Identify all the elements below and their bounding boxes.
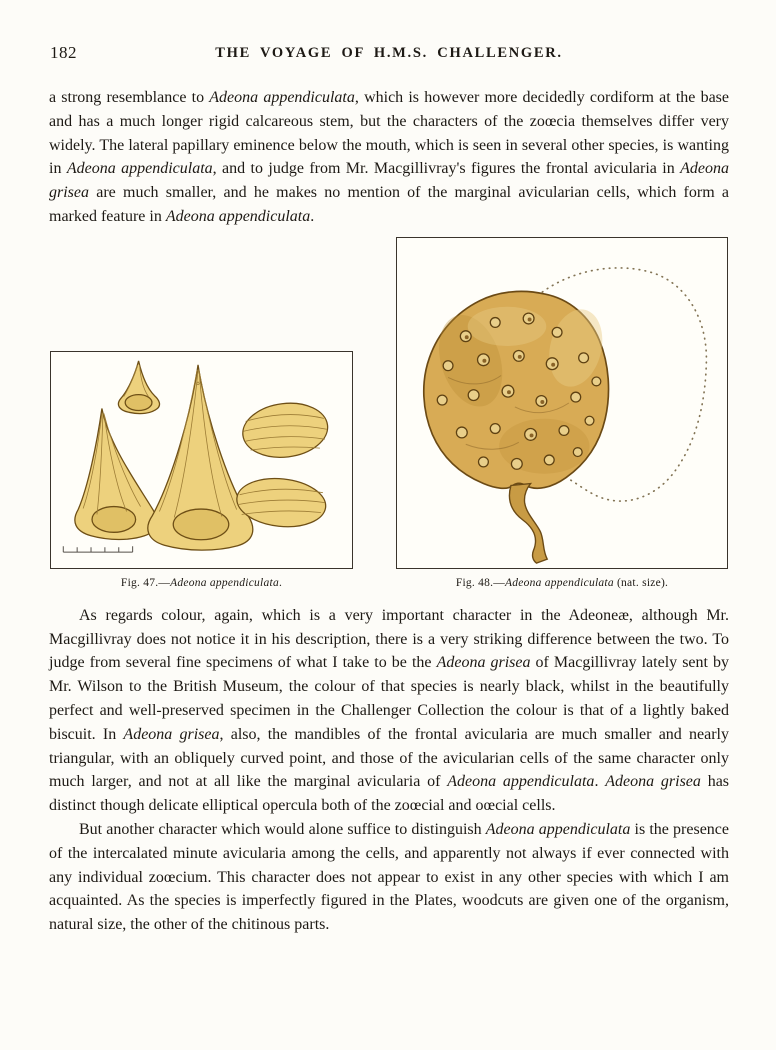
figure-47 — [50, 351, 353, 589]
paragraph-2: As regards colour, again, which is a very important character in the Adeoneæ, although Mr. Macgillivray does not notice it in his description, there is a very striking difference between the two. To judge from several fine specimens of what I take to be the Adeona grisea of Macgillivray lately sent by Mr. Wilson to the British Museum, the colour of that species is nearly black, whilst in the beautifully perfect and well-preserved specimen in the Challenger Collection the colour is that of a lightly baked biscuit. In Adeona grisea, also, the mandibles of the frontal avicularia are much smaller and nearly triangular, with an obliquely curved point, and those of the avicularian cells of the same character only much larger, and not at all like the marginal avicularia of Adeona appendiculata. Adeona grisea has distinct though delicate elliptical opercula both of the zoœcial and oœcial cells. — [49, 606, 730, 815]
running-title: THE VOYAGE OF H.M.S. CHALLENGER. — [215, 45, 563, 61]
cone-large — [148, 365, 253, 550]
paragraph-1: a strong resemblance to Adeona appendiculata, which is however more decidedly cordiform at the base and has a much longer rigid calcareous stem, but the characters of the zoœcia themselves differ very widely. The lateral papillary eminence below the mouth, which is seen in several other species, is wanting in Adeona appendiculata, and to judge from Mr. Macgillivray's figures the frontal avicularia in Adeona grisea are much smaller, and he makes no mention of the marginal avicularian cells, which form a marked feature in Adeona appendiculata. — [49, 89, 730, 225]
figure-48-drawing — [397, 238, 727, 568]
figure-48 — [396, 237, 728, 589]
cone-small — [118, 361, 159, 414]
figure-47-drawing — [51, 352, 352, 568]
cone-medium — [75, 408, 157, 539]
page-header — [49, 42, 729, 66]
scale-bar — [63, 546, 132, 552]
figure-48-box — [396, 237, 728, 569]
colony-stem — [509, 483, 547, 563]
figure-48-caption: Fig. 48.—Adeona appendiculata (nat. size). — [455, 576, 669, 589]
seed-top — [240, 398, 331, 461]
page-number: 182 — [50, 43, 77, 62]
paragraph-3: But another character which would alone suffice to distinguish Adeona appendiculata is the presence of the intercalated minute avicularia among the cells, and apparently not always if ever connected with any individual zoœcium. This character does not appear to exist in any other species with which I am acquainted. As the species is imperfectly figured in the Plates, woodcuts are given one of the organism, natural size, the other of the chitinous parts. — [49, 820, 730, 934]
figures-row — [50, 237, 728, 589]
figure-47-caption: Fig. 47.—Adeona appendiculata. — [120, 576, 283, 589]
figure-47-box — [50, 351, 353, 569]
